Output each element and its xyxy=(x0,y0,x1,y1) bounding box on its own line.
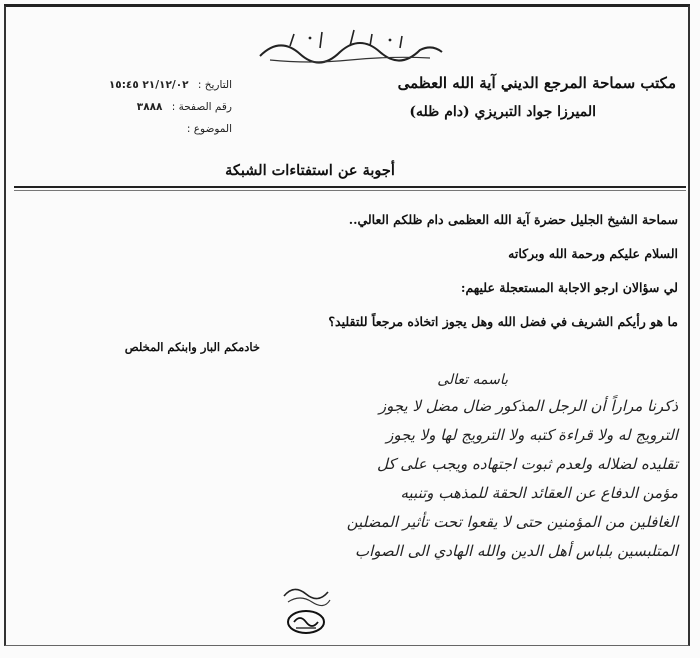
handwritten-line: الترويج له ولا قراءة كتبه ولا الترويج لها ولا يجوز xyxy=(386,426,678,444)
handwritten-line: الغافلين من المؤمنين حتى لا يقعوا تحت تأثير المضلين xyxy=(346,513,678,531)
closing-signoff: خادمكم البار وابنكم المخلص xyxy=(124,340,260,354)
office-title: مكتب سماحة المرجع الديني آية الله العظمى xyxy=(397,74,676,92)
subject-row xyxy=(82,118,232,140)
office-subtitle: الميرزا جواد التبريزي (دام ظله) xyxy=(409,104,596,120)
number-label: رقم الصفحة : xyxy=(171,101,232,113)
basmala-calligraphy-icon xyxy=(250,26,450,66)
date-value: ٢١/١٢/٠٢ ١٥:٤٥ xyxy=(108,79,189,91)
handwritten-answer xyxy=(208,370,678,590)
greeting: السلام عليكم ورحمة الله وبركاته xyxy=(508,246,678,261)
handwritten-line: مؤمن الدفاع عن العقائد الحقة للمذهب وتنبيه xyxy=(400,484,678,502)
number-row xyxy=(82,96,232,118)
heading-divider xyxy=(14,186,686,188)
office-header xyxy=(376,74,676,120)
number-value: ٣٨٨٨ xyxy=(136,101,163,113)
handwritten-line: تقليده لضلاله ولعدم ثبوت اجتهاده ويجب على كل xyxy=(376,455,678,473)
heading-divider-thin xyxy=(14,190,686,191)
salutation: سماحة الشيخ الجليل حضرة آية الله العظمى دام ظلكم العالي.. xyxy=(348,212,678,227)
handwritten-line: المتلبسين بلباس أهل الدين والله الهادي الى الصواب xyxy=(355,542,678,560)
date-label: التاريخ : xyxy=(197,79,232,91)
question-text: ما هو رأيكم الشريف في فضل الله وهل يجوز اتخاذه مرجعاً للتقليد؟ xyxy=(328,314,678,329)
page-heading: أجوبة عن استفتاءات الشبكة xyxy=(225,162,395,179)
date-row xyxy=(82,74,232,96)
handwritten-line: ذكرنا مراراً أن الرجل المذكور ضال مضل لا يجوز xyxy=(378,397,678,415)
handwritten-title: باسمه تعالى xyxy=(437,372,508,388)
intro-text: لي سؤالان ارجو الاجابة المستعجلة عليهم: xyxy=(460,280,678,295)
letter-body xyxy=(38,208,678,344)
subject-label: الموضوع : xyxy=(186,123,232,135)
letter-meta xyxy=(82,74,232,140)
signature-seal-icon xyxy=(276,582,336,638)
